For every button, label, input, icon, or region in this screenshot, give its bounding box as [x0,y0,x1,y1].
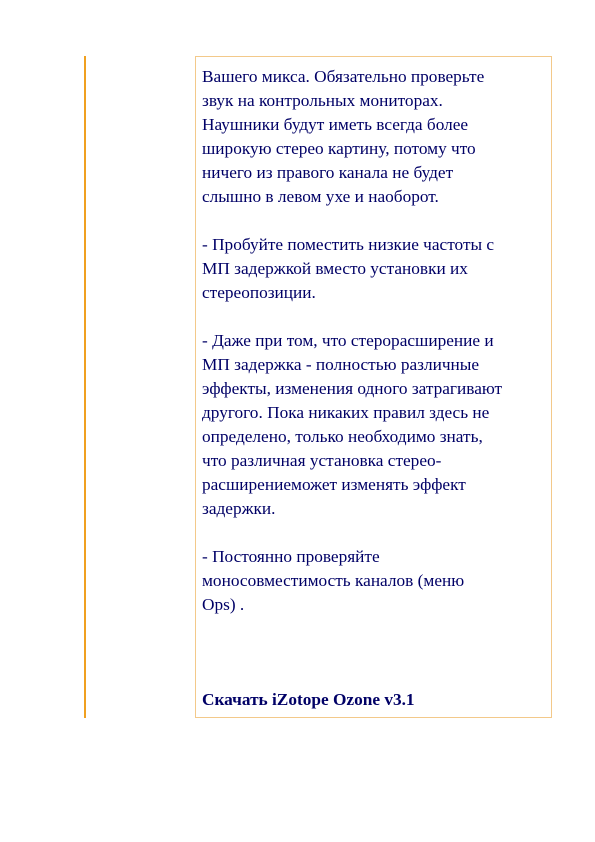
paragraph-low-frequency-delay: - Пробуйте поместить низкие частоты с МП задержкой вместо установки их стереопозиции. [202,235,495,302]
article-text-box [195,56,552,718]
paragraph-mono-compatibility: - Постоянно проверяйте моносовместимость каналов (меню Ops) . [202,547,465,614]
download-link[interactable]: Скачать iZotope Ozone v3.1 [202,690,415,709]
paragraph-headphones-check: Вашего микса. Обязательно проверьте звук на контрольных мониторах. Наушники будут иметь всегда более широкую стерео картину, потому что ничего из правого канала не будет слышно в левом ухе и наоборот. [202,67,485,206]
paragraph-stereo-widening-vs-delay: - Даже при том, что стерорасширение и МП задержка - полностью различные эффекты, изменения одного затрагивают другого. Пока никаких правил здесь не определено, только необходимо знать, что различная установка стерео- расширениеможет изменять эффект задержки. [202,331,503,518]
article-body [202,65,550,641]
left-margin-rule [84,56,86,718]
